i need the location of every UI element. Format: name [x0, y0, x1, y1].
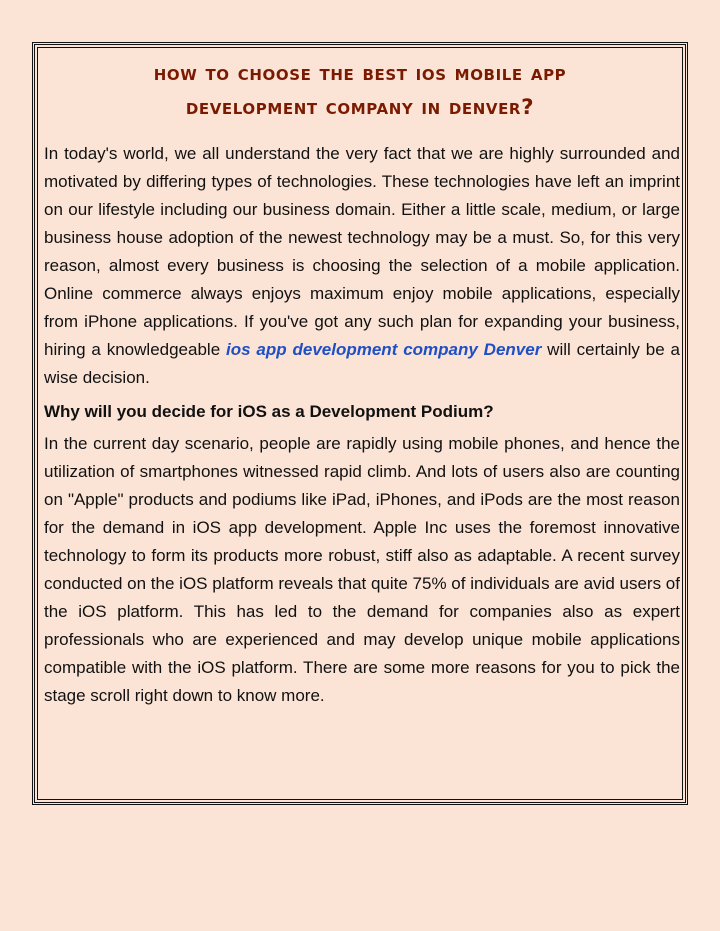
section-heading: Why will you decide for iOS as a Development Podium?: [44, 402, 494, 421]
ios-app-development-link[interactable]: ios app development company Denver: [226, 340, 542, 359]
intro-paragraph: [44, 140, 680, 392]
body-paragraph: In the current day scenario, people are rapidly using mobile phones, and hence the utilization of smartphones witnessed rapid climb. And lots of users also are counting on "Apple" products and podiums like iPad, iPhones, and iPods are the most reason for the demand in iOS app development. Apple Inc uses the foremost innovative technology to form its products more robust, stiff also as adaptable. A recent survey conducted on the iOS platform reveals that quite 75% of individuals are avid users of the iOS platform. This has led to the demand for companies also as expert professionals who are experienced and may develop unique mobile applications compatible with the iOS platform. There are some more reasons for you to pick the stage scroll right down to know more.: [44, 434, 680, 705]
intro-text-end: will certainly be a wise decision.: [44, 340, 680, 387]
document-frame: [32, 42, 688, 805]
title-line-1: how to choose the best ios mobile app: [153, 61, 567, 86]
title-line-2: development company in denver?: [185, 95, 535, 120]
intro-text: In today's world, we all understand the very fact that we are highly surrounded and motivated by differing types of technologies. These technologies have left an imprint on our lifestyle including our business domain. Either a little scale, medium, or large business house adoption of the newest technology may be a must. So, for this very reason, almost every business is choosing the selection of a mobile application. Online commerce always enjoys maximum enjoy mobile applications, especially from iPhone applications. If you've got any such plan for expanding your business, hiring a knowledgeable: [44, 144, 680, 359]
page-title: [35, 57, 685, 125]
document-body: [44, 140, 680, 710]
